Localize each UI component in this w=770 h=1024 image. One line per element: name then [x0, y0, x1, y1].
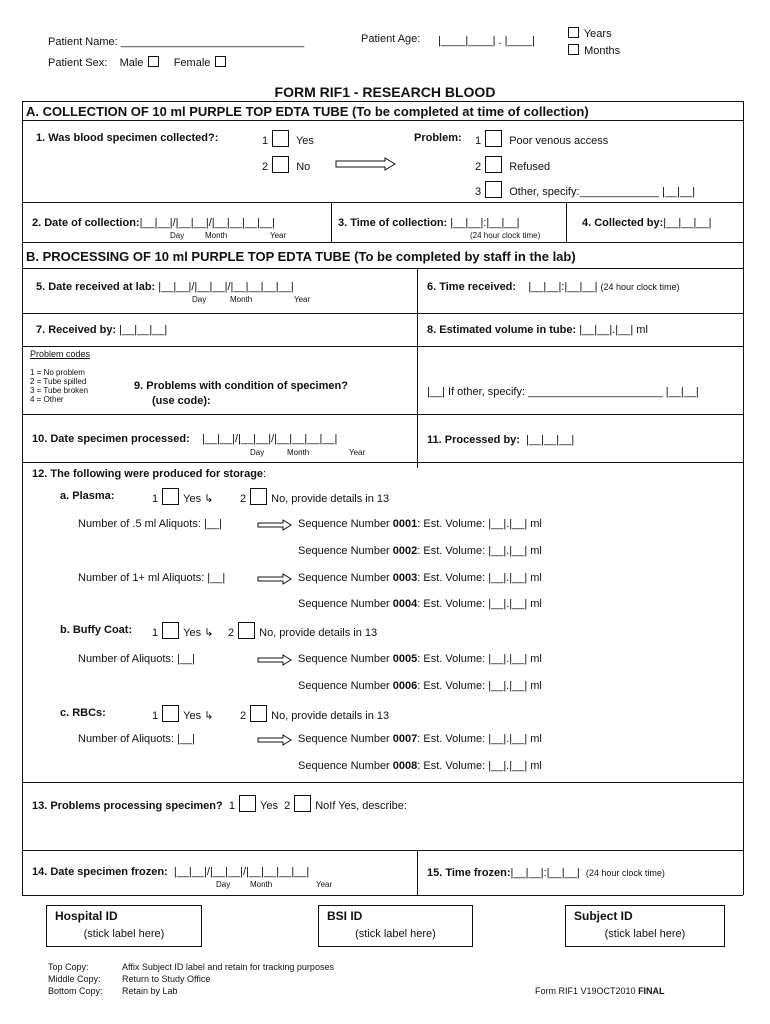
- patient-sex-label: Patient Sex:: [48, 57, 108, 69]
- buffy-no-num: 2: [228, 627, 235, 639]
- curved-arrow-icon: ↳: [204, 493, 214, 505]
- rbc-aliquots[interactable]: Number of Aliquots: |__|: [78, 733, 195, 745]
- rbc-no-label: No, provide details in 13: [271, 710, 390, 722]
- problem-1-num: 1: [475, 135, 482, 147]
- q3-sub: (24 hour clock time): [470, 231, 541, 240]
- q13-row: [32, 795, 407, 812]
- q14-sub-month: Month: [250, 880, 273, 889]
- q5-row: [36, 281, 294, 293]
- q14-sub-day: Day: [216, 880, 231, 889]
- buffy-yes-option[interactable]: [152, 622, 213, 639]
- seq-number: 0007: [392, 733, 418, 745]
- rbc-label: c. RBCs:: [60, 707, 106, 719]
- q5-sub-year: Year: [294, 295, 311, 304]
- curved-arrow-icon: ↳: [204, 627, 214, 639]
- q5-label: 5. Date received at lab:: [36, 281, 156, 293]
- problem-code-4: 4 = Other: [30, 395, 64, 404]
- q1-no-option[interactable]: [262, 156, 310, 173]
- q2-date-field[interactable]: |__|__|/|__|__|/|__|__|__|__|: [139, 217, 276, 229]
- vol-field[interactable]: |__|.|__| ml: [488, 653, 542, 665]
- problem-3-checkbox[interactable]: [485, 181, 502, 198]
- problem-2-checkbox[interactable]: [485, 156, 502, 173]
- q10-sub-day: Day: [250, 448, 265, 457]
- q15-label: 15. Time frozen:: [427, 867, 511, 879]
- curved-arrow-icon: ↳: [204, 710, 214, 722]
- vol-field[interactable]: |__|.|__| ml: [488, 518, 542, 530]
- est-vol-label: Est. Volume:: [423, 760, 486, 772]
- problem-1-label: Poor venous access: [509, 135, 609, 147]
- male-label: Male: [119, 57, 144, 69]
- q3-label: 3. Time of collection:: [338, 217, 448, 229]
- copy-middle-key: Middle Copy:: [48, 974, 101, 984]
- q11-label: 11. Processed by:: [427, 434, 520, 446]
- q7-label: 7. Received by:: [36, 324, 117, 336]
- q11-row: [427, 434, 574, 446]
- female-label: Female: [173, 57, 211, 69]
- est-vol-label: Est. Volume:: [423, 545, 486, 557]
- q7-row: [36, 324, 167, 336]
- sequence-row: Sequence Number 0004: Est. Volume: |__|.|__| ml: [298, 598, 542, 610]
- sequence-row: Sequence Number 0002: Est. Volume: |__|.|__| ml: [298, 545, 542, 557]
- arrow-right-icon: [257, 519, 293, 531]
- date-sub-day: Day: [170, 231, 185, 240]
- q11-field[interactable]: |__|__|__|: [526, 434, 575, 446]
- plasma-yes-option[interactable]: [152, 488, 213, 505]
- hospital-id-hint: (stick label here): [83, 928, 165, 940]
- rbc-no-option[interactable]: [240, 705, 389, 722]
- q1-no-label: No: [296, 161, 311, 173]
- buffy-yes-num: 1: [152, 627, 159, 639]
- hospital-id-title: Hospital ID: [55, 909, 118, 923]
- vol-field[interactable]: |__|.|__| ml: [488, 545, 542, 557]
- seq-label: Sequence Number: [298, 572, 390, 584]
- months-option[interactable]: [566, 44, 620, 57]
- vol-field[interactable]: |__|.|__| ml: [488, 598, 542, 610]
- male-checkbox[interactable]: [148, 56, 159, 67]
- seq-number: 0002: [392, 545, 418, 557]
- q9-sub: (use code):: [152, 395, 211, 407]
- q1-yes-label: Yes: [295, 135, 314, 147]
- q6-time-field[interactable]: |__|__|:|__|__|: [528, 281, 598, 293]
- q8-label: 8. Estimated volume in tube:: [427, 324, 577, 336]
- buffy-yes-checkbox[interactable]: [162, 622, 179, 639]
- copy-bottom-key: Bottom Copy:: [48, 986, 103, 996]
- seq-number: 0006: [392, 680, 418, 692]
- problem-3-label: Other, specify:_____________ |__|__|: [509, 186, 696, 198]
- problem-option-2[interactable]: [475, 156, 550, 173]
- copy-top-value: Affix Subject ID label and retain for tracking purposes: [122, 962, 334, 972]
- plasma-yes-checkbox[interactable]: [162, 488, 179, 505]
- problem-code-3: 3 = Tube broken: [30, 386, 89, 395]
- problem-code-2: 2 = Tube spilled: [30, 377, 87, 386]
- q9-label: 9. Problems with condition of specimen?: [134, 380, 348, 392]
- copy-middle-value: Return to Study Office: [122, 974, 211, 984]
- buffy-label: b. Buffy Coat:: [60, 624, 133, 636]
- plasma-no-label: No, provide details in 13: [271, 493, 390, 505]
- seq-label: Sequence Number: [298, 518, 390, 530]
- subject-id-hint: (stick label here): [604, 928, 686, 940]
- seq-number: 0005: [392, 653, 418, 665]
- q10-sub-year: Year: [349, 448, 366, 457]
- seq-label: Sequence Number: [298, 545, 390, 557]
- est-vol-label: Est. Volume:: [423, 653, 486, 665]
- seq-number: 0001: [392, 518, 418, 530]
- date-sub-year: Year: [270, 231, 287, 240]
- plasma-label: a. Plasma:: [60, 490, 115, 502]
- rbc-row: [60, 707, 106, 719]
- subject-id-title: Subject ID: [574, 909, 633, 923]
- buffy-no-label: No, provide details in 13: [259, 627, 378, 639]
- female-checkbox[interactable]: [215, 56, 226, 67]
- q14-row: [32, 866, 309, 878]
- q15-row: [427, 867, 665, 879]
- q5-sub-day: Day: [192, 295, 207, 304]
- months-checkbox[interactable]: [568, 44, 579, 55]
- patient-age-field[interactable]: |____|____| . |____|: [438, 35, 535, 47]
- plasma-yes-label: Yes: [183, 493, 202, 505]
- vol-field[interactable]: |__|.|__| ml: [488, 680, 542, 692]
- problem-codes-title: Problem codes: [30, 349, 91, 359]
- q14-date-field[interactable]: |__|__|/|__|__|/|__|__|__|__|: [173, 866, 310, 878]
- buffy-no-checkbox[interactable]: [238, 622, 255, 639]
- q12-label: 12. The following were produced for storage:: [32, 468, 267, 480]
- seq-label: Sequence Number: [298, 760, 390, 772]
- rbc-yes-num: 1: [152, 710, 159, 722]
- q1-yes-num: 1: [262, 135, 269, 147]
- q13-yes-label: Yes: [260, 800, 278, 812]
- plasma-no-num: 2: [240, 493, 247, 505]
- q6-label: 6. Time received:: [427, 281, 517, 293]
- q13-no-checkbox[interactable]: [294, 795, 311, 812]
- arrow-right-icon: [335, 157, 397, 171]
- seq-label: Sequence Number: [298, 653, 390, 665]
- arrow-right-icon: [257, 573, 293, 585]
- vol-field[interactable]: |__|.|__| ml: [488, 760, 542, 772]
- q1-no-num: 2: [262, 161, 269, 173]
- q6-sub: (24 hour clock time): [600, 282, 680, 292]
- problem-option-3[interactable]: [475, 181, 695, 198]
- q10-date-field[interactable]: |__|__|/|__|__|/|__|__|__|__|: [201, 433, 338, 445]
- final-tag: FINAL: [638, 986, 665, 996]
- plasma-1plus-aliquots[interactable]: Number of 1+ ml Aliquots: |__|: [78, 572, 226, 584]
- plasma-05-aliquots[interactable]: Number of .5 ml Aliquots: |__|: [78, 518, 222, 530]
- form-title: FORM RIF1 - RESEARCH BLOOD: [274, 84, 496, 100]
- q14-label: 14. Date specimen frozen:: [32, 866, 168, 878]
- q15-time-field[interactable]: |__|__|:|__|__|: [510, 867, 580, 879]
- seq-label: Sequence Number: [298, 598, 390, 610]
- q13-no-num: 2: [284, 800, 291, 812]
- vol-field[interactable]: |__|.|__| ml: [488, 733, 542, 745]
- bsi-id-label-box[interactable]: [318, 905, 473, 947]
- q3-time-field[interactable]: |__|__|:|__|__|: [450, 217, 520, 229]
- q1-label: 1. Was blood specimen collected?:: [36, 132, 219, 144]
- arrow-right-icon: [257, 654, 293, 666]
- q15-sub: (24 hour clock time): [585, 868, 665, 878]
- vol-field[interactable]: |__|.|__| ml: [488, 572, 542, 584]
- section-a-title: A. COLLECTION OF 10 ml PURPLE TOP EDTA TUBE (To be completed at time of collection): [26, 104, 589, 119]
- sequence-row: Sequence Number 0006: Est. Volume: |__|.|__| ml: [298, 680, 542, 692]
- problem-3-num: 3: [475, 186, 482, 198]
- problem-2-label: Refused: [509, 161, 551, 173]
- buffy-row: [60, 624, 132, 636]
- q4-row: [582, 217, 711, 229]
- q4-label: 4. Collected by:: [582, 217, 664, 229]
- buffy-no-option[interactable]: [228, 622, 377, 639]
- sequence-row: Sequence Number 0003: Est. Volume: |__|.|__| ml: [298, 572, 542, 584]
- rbc-yes-checkbox[interactable]: [162, 705, 179, 722]
- bsi-id-hint: (stick label here): [355, 928, 436, 940]
- est-vol-label: Est. Volume:: [423, 572, 486, 584]
- form-id: Form RIF1 V19OCT2010: [535, 986, 636, 996]
- hospital-id-label-box[interactable]: [46, 905, 202, 947]
- q5-sub-month: Month: [230, 295, 253, 304]
- est-vol-label: Est. Volume:: [423, 598, 486, 610]
- q9-field[interactable]: |__| If other, specify: ______________________ |__|__|: [427, 386, 699, 398]
- problem-label: Problem:: [414, 132, 462, 144]
- est-vol-label: Est. Volume:: [423, 518, 486, 530]
- est-vol-label: Est. Volume:: [423, 680, 486, 692]
- sequence-row: Sequence Number 0007: Est. Volume: |__|.|__| ml: [298, 733, 542, 745]
- q6-row: [427, 281, 680, 293]
- plasma-no-checkbox[interactable]: [250, 488, 267, 505]
- q8-field[interactable]: |__|__|.|__| ml: [579, 324, 648, 336]
- q2-label: 2. Date of collection:: [32, 217, 140, 229]
- q13-label: 13. Problems processing specimen?: [32, 800, 223, 812]
- sequence-row: Sequence Number 0005: Est. Volume: |__|.|__| ml: [298, 653, 542, 665]
- rbc-no-checkbox[interactable]: [250, 705, 267, 722]
- q5-date-field[interactable]: |__|__|/|__|__|/|__|__|__|__|: [158, 281, 294, 293]
- patient-name-field[interactable]: Patient Name: ______________________________: [48, 36, 305, 48]
- seq-label: Sequence Number: [298, 733, 390, 745]
- seq-number: 0004: [392, 598, 418, 610]
- q1-yes-checkbox[interactable]: [272, 130, 289, 147]
- rbc-no-num: 2: [240, 710, 247, 722]
- rbc-yes-label: Yes: [183, 710, 202, 722]
- arrow-right-icon: [257, 734, 293, 746]
- q10-label: 10. Date specimen processed:: [32, 433, 190, 445]
- years-label: Years: [583, 28, 612, 40]
- q10-sub-month: Month: [287, 448, 310, 457]
- q13-yes-num: 1: [228, 800, 235, 812]
- sequence-row: Sequence Number 0008: Est. Volume: |__|.|__| ml: [298, 760, 542, 772]
- buffy-aliquots[interactable]: Number of Aliquots: |__|: [78, 653, 195, 665]
- sequence-row: Sequence Number 0001: Est. Volume: |__|.|__| ml: [298, 518, 542, 530]
- q1-yes-option[interactable]: [262, 130, 314, 147]
- patient-sex-row: [48, 56, 228, 69]
- q3-row: [338, 217, 519, 229]
- years-option[interactable]: [566, 27, 612, 40]
- date-sub-month: Month: [205, 231, 228, 240]
- q13-yes-checkbox[interactable]: [239, 795, 256, 812]
- q8-row: [427, 324, 648, 336]
- years-checkbox[interactable]: [568, 27, 579, 38]
- q14-sub-year: Year: [316, 880, 333, 889]
- patient-age-label: Patient Age:: [361, 33, 421, 45]
- problem-code-1: 1 = No problem: [30, 368, 85, 377]
- plasma-yes-num: 1: [152, 493, 159, 505]
- rbc-yes-option[interactable]: [152, 705, 213, 722]
- months-label: Months: [584, 45, 621, 57]
- section-b-title: B. PROCESSING OF 10 ml PURPLE TOP EDTA TUBE (To be completed by staff in the lab): [26, 249, 576, 264]
- plasma-row: [60, 490, 114, 502]
- subject-id-label-box[interactable]: [565, 905, 725, 947]
- copy-top-key: Top Copy:: [48, 962, 89, 972]
- bsi-id-title: BSI ID: [327, 909, 363, 923]
- seq-number: 0003: [392, 572, 418, 584]
- q7-field[interactable]: |__|__|__|: [119, 324, 168, 336]
- seq-number: 0008: [392, 760, 418, 772]
- problem-1-checkbox[interactable]: [485, 130, 502, 147]
- q10-row: [32, 433, 337, 445]
- problem-2-num: 2: [475, 161, 482, 173]
- q4-field[interactable]: |__|__|__|: [663, 217, 712, 229]
- q2-row: [32, 217, 275, 229]
- problem-option-1[interactable]: [475, 130, 608, 147]
- seq-label: Sequence Number: [298, 680, 390, 692]
- q1-no-checkbox[interactable]: [272, 156, 289, 173]
- copy-bottom-value: Retain by Lab: [122, 986, 178, 996]
- plasma-no-option[interactable]: [240, 488, 389, 505]
- buffy-yes-label: Yes: [183, 627, 202, 639]
- est-vol-label: Est. Volume:: [423, 733, 486, 745]
- form-version: [535, 986, 665, 996]
- q13-no-label: NoIf Yes, describe:: [315, 800, 407, 812]
